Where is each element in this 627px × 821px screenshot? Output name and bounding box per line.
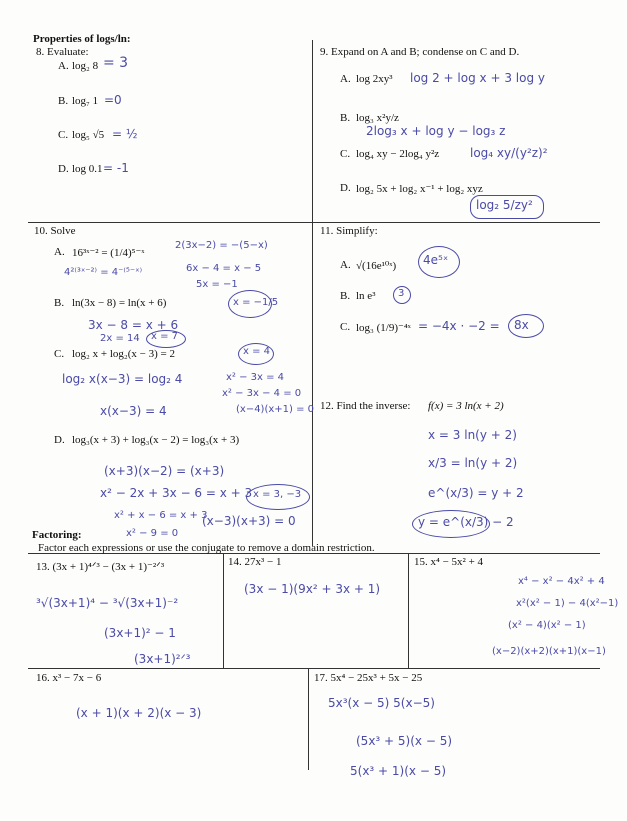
p10-a-answer: x = −1/5 bbox=[233, 297, 279, 308]
p15-work-3: (x−2)(x+2)(x+1)(x−1) bbox=[492, 646, 606, 657]
p8-a-answer: = 3 bbox=[103, 55, 129, 71]
p11-c-expr: log₃ (1/9)⁻⁴ˣ bbox=[356, 322, 411, 334]
page-title: Properties of logs/ln: bbox=[33, 33, 131, 45]
p13-heading: 13. (3x + 1)⁴ᐟ³ − (3x + 1)⁻²ᐟ³ bbox=[36, 561, 165, 573]
p10-d-label: D. bbox=[54, 434, 65, 446]
p11-b-label: B. bbox=[340, 290, 351, 302]
p16-answer: (x + 1)(x + 2)(x − 3) bbox=[76, 706, 202, 720]
p10-d-work-1: x² − 2x + 3x − 6 = x + 3 bbox=[100, 486, 253, 500]
p11-c-label: C. bbox=[340, 321, 351, 333]
p10-a-work-1: 2(3x−2) = −(5−x) bbox=[175, 240, 268, 251]
divider-row-3 bbox=[28, 668, 600, 669]
p12-heading: 12. Find the inverse: bbox=[320, 400, 411, 412]
p10-c-work-3: x² − 3x − 4 = 0 bbox=[222, 388, 302, 399]
p9-a-expr: log 2xy³ bbox=[356, 73, 393, 85]
p15-work-2: (x² − 4)(x² − 1) bbox=[508, 620, 586, 631]
p11-c-work: = −4x · −2 = bbox=[418, 319, 500, 333]
divider-col-top bbox=[312, 40, 313, 546]
p10-a-expr: 16³ˣ⁻² = (1/4)⁵⁻ˣ bbox=[72, 247, 145, 259]
p17-work-2: 5(x³ + 1)(x − 5) bbox=[350, 764, 447, 778]
factoring-instructions: Factor each expressions or use the conjugate to remove a domain restriction. bbox=[38, 542, 375, 554]
p8-d-label: D. bbox=[58, 163, 69, 175]
p12-work-1: x/3 = ln(y + 2) bbox=[428, 456, 518, 470]
p11-a-answer: 4e⁵ˣ bbox=[423, 253, 449, 267]
p10-a-work-0: 4²⁽³ˣ⁻²⁾ = 4⁻⁽⁵⁻ˣ⁾ bbox=[64, 267, 143, 278]
p10-a-work-3: 5x = −1 bbox=[196, 279, 238, 290]
p10-d-work-4: (x−3)(x+3) = 0 bbox=[202, 514, 296, 528]
p15-heading: 15. x⁴ − 5x² + 4 bbox=[414, 556, 484, 568]
p10-c-label: C. bbox=[54, 348, 65, 360]
p10-c-expr: log₂ x + log₂(x − 3) = 2 bbox=[72, 348, 175, 360]
p14-heading: 14. 27x³ − 1 bbox=[228, 556, 282, 568]
p10-b-work-1: 2x = 14 bbox=[100, 333, 140, 344]
p9-heading: 9. Expand on A and B; condense on C and D. bbox=[320, 46, 520, 58]
p9-c-expr: log₄ xy − 2log₄ y²z bbox=[356, 148, 440, 160]
p10-a-label: A. bbox=[54, 246, 65, 258]
p9-b-expr: log₃ x²y/z bbox=[356, 112, 399, 124]
divider-col-bottom bbox=[308, 668, 309, 770]
p15-work-0: x⁴ − x² − 4x² + 4 bbox=[518, 576, 605, 587]
p9-d-label: D. bbox=[340, 182, 351, 194]
p17-work-0: 5x³(x − 5) 5(x−5) bbox=[328, 696, 435, 710]
p11-a-expr: √(16e¹⁰ˣ) bbox=[356, 260, 397, 272]
divider-row-1 bbox=[28, 222, 600, 223]
p15-work-1: x²(x² − 1) − 4(x²−1) bbox=[516, 598, 619, 609]
p8-b-answer: =0 bbox=[104, 93, 122, 107]
p8-d-expr: log 0.1 bbox=[72, 163, 103, 175]
p9-a-label: A. bbox=[340, 73, 351, 85]
p10-d-work-0: (x+3)(x−2) = (x+3) bbox=[104, 464, 225, 478]
p8-a-expr: log₂ 8 bbox=[72, 60, 99, 72]
p9-d-answer: log₂ 5/zy² bbox=[476, 198, 533, 212]
p13-work-1: (3x+1)² − 1 bbox=[104, 626, 176, 640]
p10-d-expr: log₃(x + 3) + log₃(x − 2) = log₃(x + 3) bbox=[72, 434, 240, 446]
p10-c-work-0: log₂ x(x−3) = log₂ 4 bbox=[62, 372, 183, 386]
p10-heading: 10. Solve bbox=[34, 225, 76, 237]
p13-work-0: ³√(3x+1)⁴ − ³√(3x+1)⁻² bbox=[36, 596, 179, 610]
p12-expr: f(x) = 3 ln(x + 2) bbox=[428, 400, 504, 412]
p10-b-work-0: 3x − 8 = x + 6 bbox=[88, 318, 179, 332]
p10-a-work-2: 6x − 4 = x − 5 bbox=[186, 263, 262, 274]
p14-answer: (3x − 1)(9x² + 3x + 1) bbox=[244, 582, 381, 596]
p10-d-answer: x = 3, −3 bbox=[253, 489, 302, 500]
p11-c-answer: 8x bbox=[514, 318, 529, 332]
p8-heading: 8. Evaluate: bbox=[36, 46, 89, 58]
p8-b-label: B. bbox=[58, 95, 69, 107]
p8-a-label: A. bbox=[58, 60, 69, 72]
factoring-heading: Factoring: bbox=[32, 529, 82, 541]
p8-c-answer: = ½ bbox=[112, 127, 138, 141]
p10-b-label: B. bbox=[54, 297, 65, 309]
p10-b-answer: x = 7 bbox=[151, 331, 179, 342]
p12-work-0: x = 3 ln(y + 2) bbox=[428, 428, 517, 442]
p8-b-expr: log₇ 1 bbox=[72, 95, 99, 107]
p12-work-2: e^(x/3) = y + 2 bbox=[428, 486, 524, 500]
p8-c-expr: log₅ √5 bbox=[72, 129, 105, 141]
p10-c-answer: x = 4 bbox=[243, 346, 271, 357]
p11-heading: 11. Simplify: bbox=[320, 225, 378, 237]
p9-b-answer: 2log₃ x + log y − log₃ z bbox=[366, 124, 506, 138]
p9-b-label: B. bbox=[340, 112, 351, 124]
p9-a-answer: log 2 + log x + 3 log y bbox=[410, 71, 545, 85]
p9-c-label: C. bbox=[340, 148, 351, 160]
p10-d-work-3: x² − 9 = 0 bbox=[126, 528, 179, 539]
divider-col-mid-2 bbox=[408, 553, 409, 669]
p12-answer: y = e^(x/3) − 2 bbox=[418, 515, 514, 529]
p11-a-label: A. bbox=[340, 259, 351, 271]
p10-d-work-2: x² + x − 6 = x + 3 bbox=[114, 510, 208, 521]
p10-c-work-4: (x−4)(x+1) = 0 bbox=[236, 404, 315, 415]
p10-c-work-1: x(x−3) = 4 bbox=[100, 404, 167, 418]
p8-d-answer: = -1 bbox=[103, 161, 129, 175]
p13-work-2: (3x+1)²ᐟ³ bbox=[134, 652, 191, 666]
p17-heading: 17. 5x⁴ − 25x³ + 5x − 25 bbox=[314, 672, 423, 684]
p9-d-expr: log₂ 5x + log₂ x⁻¹ + log₂ xyz bbox=[356, 183, 483, 195]
p8-c-label: C. bbox=[58, 129, 69, 141]
p11-b-answer: 3 bbox=[398, 288, 405, 299]
p11-b-expr: ln e³ bbox=[356, 290, 376, 302]
p10-b-expr: ln(3x − 8) = ln(x + 6) bbox=[72, 297, 167, 309]
p17-work-1: (5x³ + 5)(x − 5) bbox=[356, 734, 453, 748]
p9-c-answer: log₄ xy/(y²z)² bbox=[470, 146, 548, 160]
p10-c-work-2: x² − 3x = 4 bbox=[226, 372, 285, 383]
divider-col-mid-1 bbox=[223, 553, 224, 669]
p16-heading: 16. x³ − 7x − 6 bbox=[36, 672, 102, 684]
